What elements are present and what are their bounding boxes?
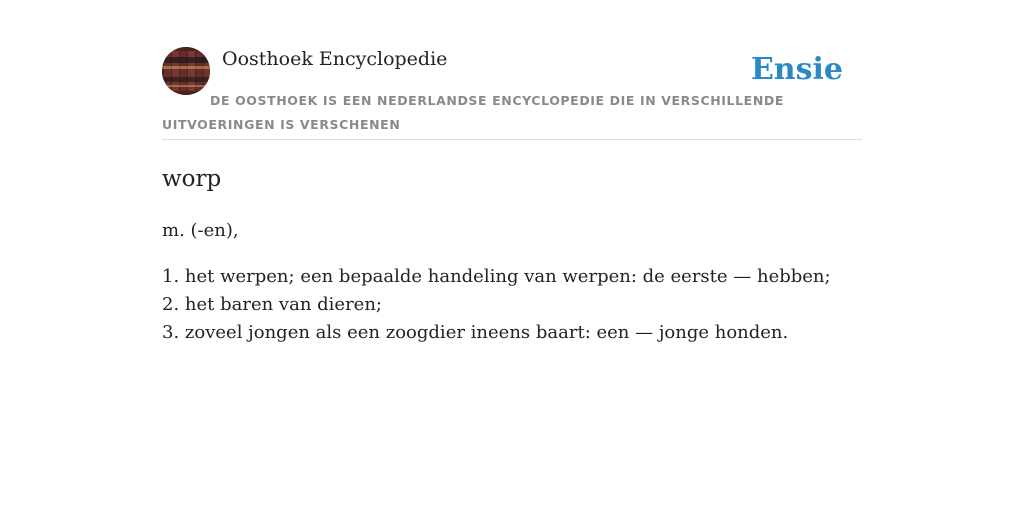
source-tagline: DE OOSTHOEK IS EEN NEDERLANDSE ENCYCLOPEDIE DIE IN VERSCHILLENDE UITVOERINGEN IS VERSCHENEN: [162, 93, 784, 132]
entry-grammar: m. (-en),: [162, 220, 239, 241]
source-header: [162, 46, 862, 140]
source-title[interactable]: Oosthoek Encyclopedie: [222, 48, 448, 70]
ensie-logo-link[interactable]: Ensie: [750, 52, 843, 87]
definition-item: 3. zoveel jongen als een zoogdier ineens baart: een — jonge honden.: [162, 322, 789, 343]
definition-list: [162, 263, 862, 347]
definition-item: 1. het werpen; een bepaalde handeling van werpen: de eerste — hebben;: [162, 266, 831, 287]
definition-item: 2. het baren van dieren;: [162, 294, 382, 315]
encyclopedia-books-icon[interactable]: [162, 47, 210, 95]
entry-title: worp: [162, 166, 222, 192]
